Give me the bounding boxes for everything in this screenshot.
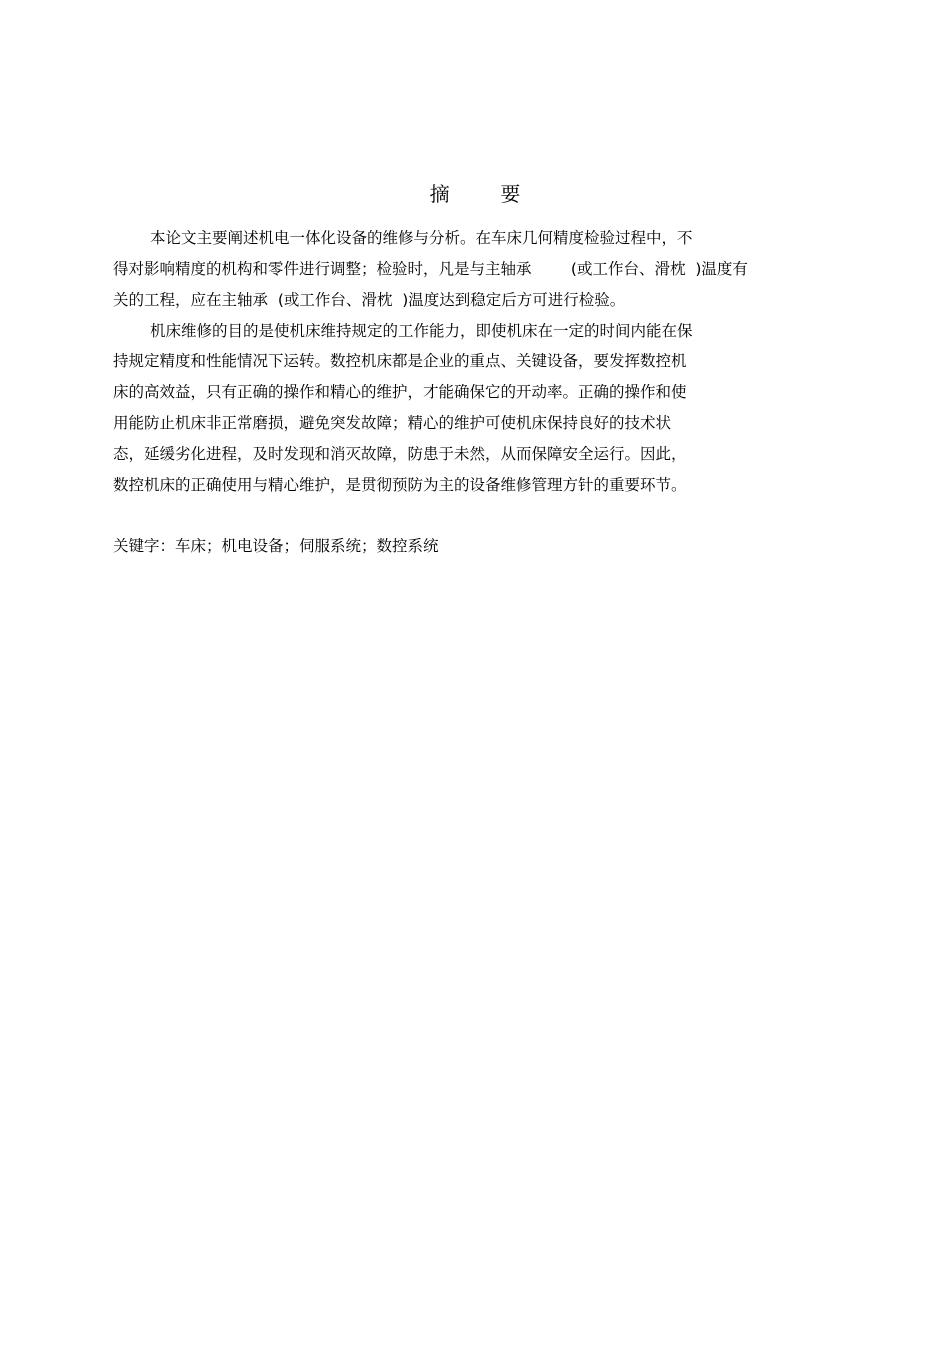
abstract-line-1: 本论文主要阐述机电一体化设备的维修与分析。在车床几何精度检验过程中，不 bbox=[150, 229, 693, 247]
abstract-title: 摘 要 bbox=[429, 182, 521, 206]
abstract-line-8: 态，延缓劣化进程，及时发现和消灭故障，防患于未然，从而保障安全运行。因此， bbox=[113, 445, 687, 463]
abstract-line-3: 关的工程，应在主轴承 (或工作台、滑枕 )温度达到稳定后方可进行检验。 bbox=[113, 291, 626, 309]
keywords: 关键字：车床；机电设备；伺服系统；数控系统 bbox=[113, 537, 439, 555]
abstract-line-7: 用能防止机床非正常磨损，避免突发故障；精心的维护可使机床保持良好的技术状 bbox=[113, 414, 672, 432]
abstract-line-2: 得对影响精度的机构和零件进行调整；检验时，凡是与主轴承 (或工作台、滑枕 )温度有 bbox=[113, 260, 748, 278]
abstract-line-4: 机床维修的目的是使机床维持规定的工作能力，即使机床在一定的时间内能在保 bbox=[150, 322, 693, 340]
abstract-line-5: 持规定精度和性能情况下运转。数控机床都是企业的重点、关键设备，要发挥数控机 bbox=[113, 352, 687, 370]
abstract-line-9: 数控机床的正确使用与精心维护，是贯彻预防为主的设备维修管理方针的重要环节。 bbox=[113, 476, 687, 494]
abstract-line-6: 床的高效益，只有正确的操作和精心的维护，才能确保它的开动率。正确的操作和使 bbox=[113, 383, 687, 401]
